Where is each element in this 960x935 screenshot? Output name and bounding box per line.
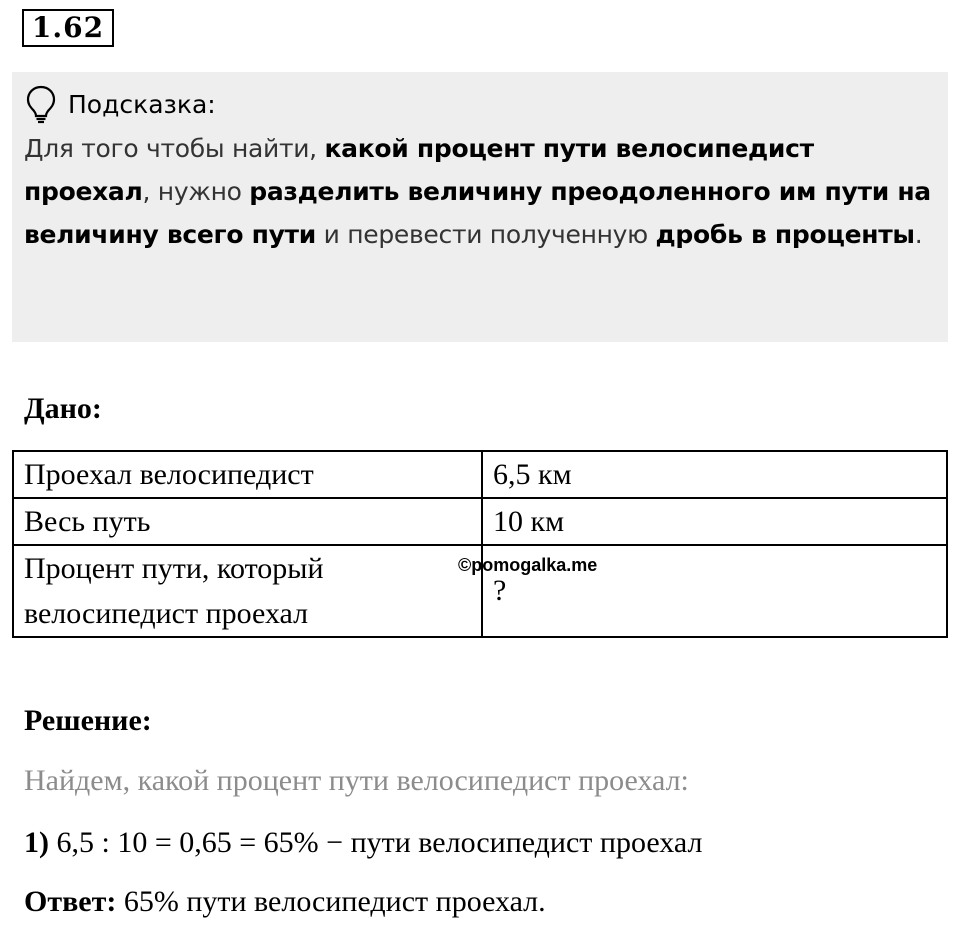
given-label: Процент пути, который велосипедист проехал — [13, 545, 482, 637]
given-label: Проехал велосипедист — [13, 451, 482, 498]
lightbulb-icon — [24, 84, 58, 124]
hint-segment: , нужно — [142, 177, 250, 206]
table-row — [13, 498, 947, 545]
given-value: 10 км — [482, 498, 947, 545]
hint-segment-bold: какой процент пути велосипедист проехал — [24, 134, 814, 206]
solution-title: Решение: — [24, 704, 152, 737]
solution-intro: Найдем, какой процент пути велосипедист проехал: — [24, 764, 689, 797]
hint-box — [12, 72, 948, 342]
watermark: ©pomogalka.me — [458, 555, 598, 575]
hint-segment-bold: дробь в проценты — [655, 220, 915, 249]
hint-segment-bold: разделить величину преодоленного им пути на величину всего пути — [24, 177, 931, 249]
answer-text: 65% пути велосипедист проехал. — [116, 885, 546, 918]
solution-step — [24, 826, 702, 860]
hint-header — [24, 84, 934, 124]
step-number: 1) — [24, 826, 49, 859]
table-row — [13, 451, 947, 498]
given-label: Весь путь — [13, 498, 482, 545]
given-value: ? — [482, 545, 947, 637]
step-text: 6,5 : 10 = 0,65 = 65% − пути велосипедист проехал — [49, 826, 703, 859]
hint-segment: Для того чтобы найти, — [24, 134, 325, 163]
hint-title: Подсказка: — [68, 89, 216, 119]
answer-label: Ответ: — [24, 885, 117, 918]
given-value: 6,5 км — [482, 451, 947, 498]
problem-number: 1.62 — [22, 9, 114, 47]
given-table — [12, 450, 948, 638]
hint-text — [24, 127, 934, 256]
given-title: Дано: — [24, 392, 102, 425]
hint-segment: . — [914, 220, 923, 249]
answer-line — [24, 885, 546, 919]
hint-segment: и перевести полученную — [315, 220, 656, 249]
